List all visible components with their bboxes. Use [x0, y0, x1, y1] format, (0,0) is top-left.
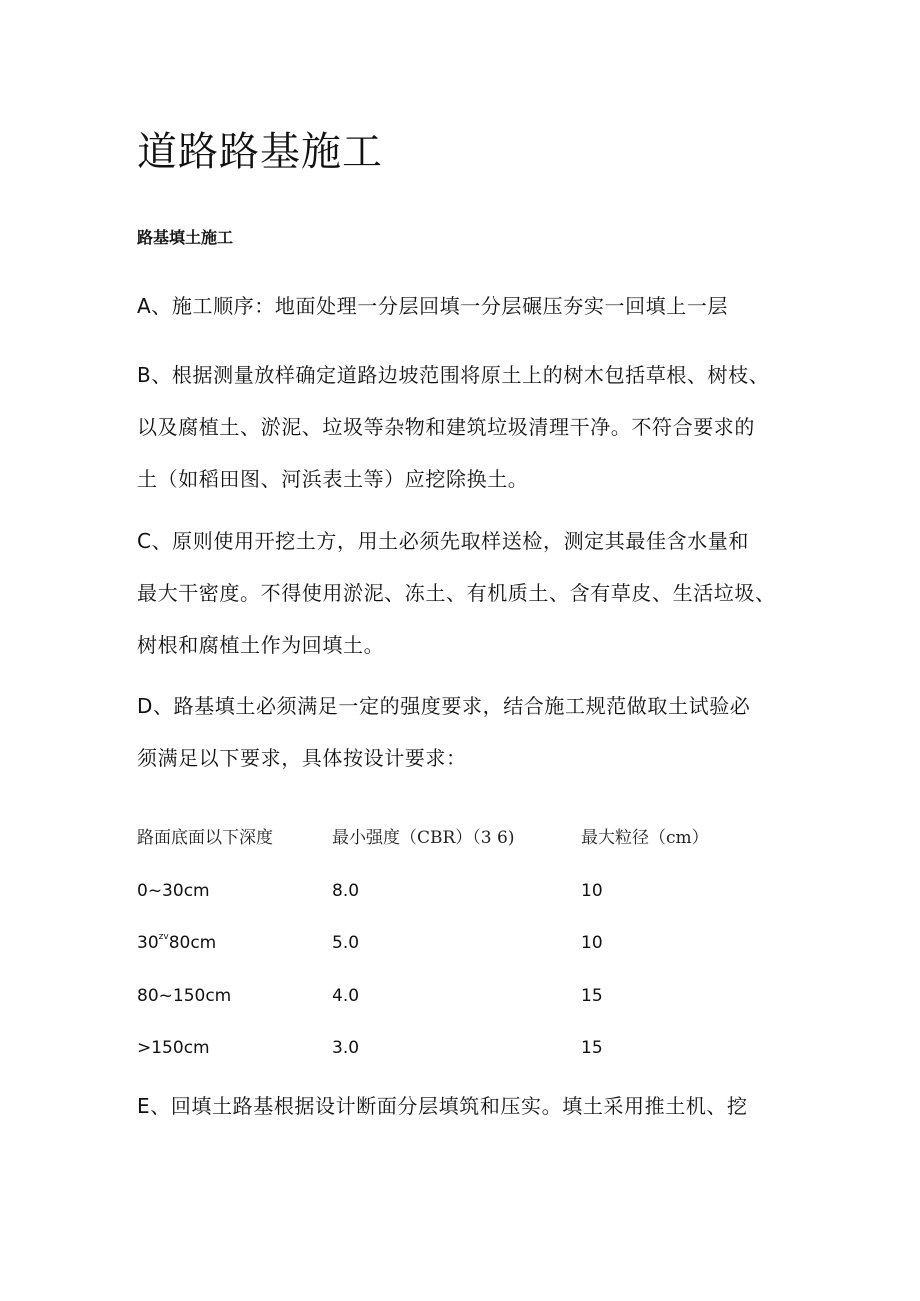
paragraph-d — [137, 680, 787, 784]
paragraph-line: 最大干密度。不得使用淤泥、冻土、有机质土、含有草皮、生活垃圾、 — [137, 581, 776, 605]
table-row — [137, 970, 777, 1023]
cell-cbr: 3.0 — [332, 1038, 360, 1058]
cell-max-size: 10 — [581, 880, 603, 901]
paragraph-e — [137, 1080, 787, 1132]
paragraph-line: C、原则使用开挖土方，用土必须先取样送检，测定其最佳含水量和 — [137, 529, 749, 553]
header-cbr: 最小强度（CBR）（3 6) — [332, 828, 515, 848]
paragraph-line: 须满足以下要求，具体按设计要求： — [137, 746, 467, 770]
section-heading: 路基填土施工 — [137, 228, 234, 247]
paragraph-line: 以及腐植土、淤泥、垃圾等杂物和建筑垃圾清理干净。不符合要求的 — [137, 415, 755, 439]
cell-max-size: 15 — [581, 985, 603, 1006]
paragraph-line: B、根据测量放样确定道路边坡范围将原土上的树木包括草根、树枝、 — [137, 363, 770, 387]
paragraph-line: 土（如稻田图、河浜表土等）应挖除换土。 — [137, 467, 529, 491]
header-max-size: 最大粒径（cm） — [581, 828, 709, 848]
header-depth: 路面底面以下深度 — [137, 828, 273, 848]
cell-cbr: 4.0 — [332, 985, 360, 1006]
cell-max-size: 15 — [581, 1038, 603, 1058]
table-row — [137, 1022, 777, 1075]
cell-depth — [137, 917, 216, 969]
table-row — [137, 917, 777, 970]
table-row — [137, 865, 777, 918]
cell-cbr: 8.0 — [332, 880, 360, 901]
depth-superscript: zv — [158, 932, 169, 942]
paragraph-line: D、路基填土必须满足一定的强度要求，结合施工规范做取土试验必 — [137, 694, 751, 718]
depth-start: 30 — [137, 933, 159, 953]
requirements-table — [137, 812, 777, 1075]
paragraph-a — [137, 280, 787, 332]
table-header-row — [137, 812, 777, 865]
paragraph-b — [137, 349, 787, 505]
paragraph-line: E、回填土路基根据设计断面分层填筑和压实。填土采用推土机、挖 — [137, 1094, 748, 1118]
paragraph-c — [137, 515, 787, 671]
paragraph-line: A、施工顺序：地面处理一分层回填一分层碾压夯实一回填上一层 — [137, 294, 729, 318]
cell-max-size: 10 — [581, 933, 603, 953]
cell-depth: 80~150cm — [137, 985, 232, 1006]
document-title: 道路路基施工 — [137, 129, 383, 175]
cell-depth: 0~30cm — [137, 880, 210, 901]
cell-cbr: 5.0 — [332, 933, 360, 953]
cell-depth: >150cm — [137, 1038, 210, 1058]
paragraph-line: 树根和腐植土作为回填土。 — [137, 633, 385, 657]
depth-end: 80cm — [168, 933, 217, 953]
